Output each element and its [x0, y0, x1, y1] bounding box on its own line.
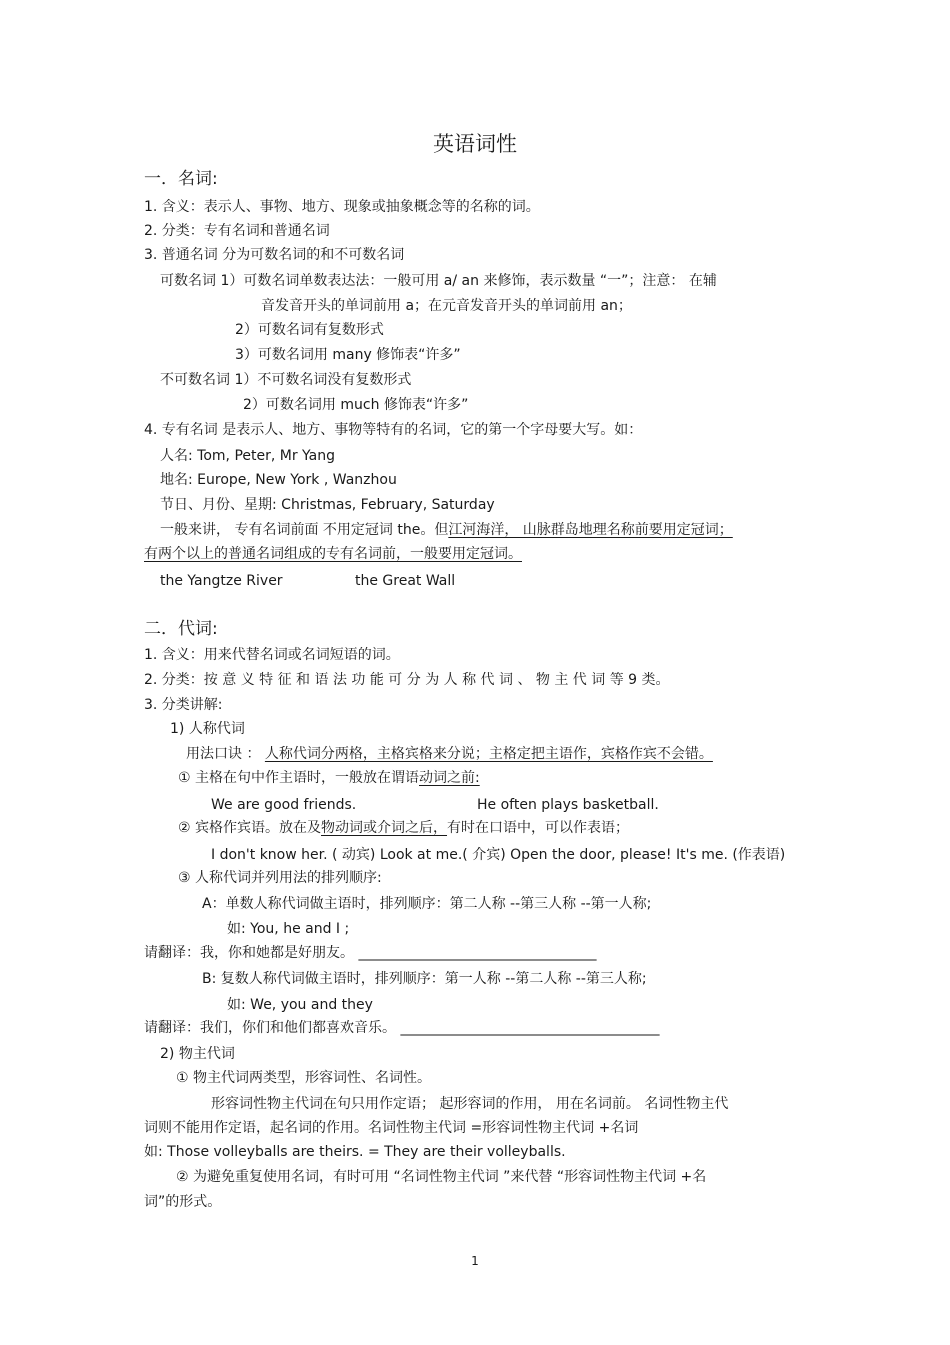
- plural-order-example: 如: We, you and they: [227, 997, 373, 1013]
- article-rule-continuation: 有两个以上的普通名词组成的专有名词前，一般要用定冠词。: [144, 546, 522, 562]
- proper-noun-intro: 4. 专有名词 是表示人、地方、事物等特有的名词，它的第一个字母要大写。如：: [144, 422, 643, 438]
- page-number: 1: [471, 1254, 479, 1268]
- common-noun-intro: 3. 普通名词 分为可数名词的和不可数名词: [144, 247, 405, 263]
- countable-noun-rule-2: 2）可数名词有复数形式: [235, 322, 384, 338]
- mnemonic-label: 用法口诀 ：: [186, 746, 261, 762]
- possessive-example: 如: Those volleyballs are theirs. = They are their volleyballs.: [144, 1144, 566, 1160]
- uncountable-noun-rule-2: 2）可数名词用 much 修饰表“许多”: [243, 397, 469, 413]
- objective-case-rule: [178, 819, 629, 837]
- possessive-explanation-2: 词则不能用作定语，起名词的作用。名词性物主代词 =形容词性物主代词 +名词: [144, 1120, 639, 1136]
- article-rule-underlined: 江河海洋， 山脉群岛地理名称前要用定冠词；: [448, 522, 733, 538]
- possessive-avoid-repetition: ② 为避免重复使用名词，有时可用 “名词性物主代词 ”来代替 “形容词性物主代词 +名: [176, 1169, 707, 1185]
- possessive-types: ① 物主代词两类型，形容词性、名词性。: [176, 1070, 431, 1086]
- pronoun-order-heading: ③ 人称代词并列用法的排列顺序:: [178, 870, 382, 886]
- objective-case-examples: I don't know her. ( 动宾) Look at me.( 介宾) Open the door, please! It's me. (作表语): [211, 847, 786, 863]
- example-place-names: 地名: Europe, New York , Wanzhou: [160, 472, 397, 488]
- pronoun-explanation-heading: 3. 分类讲解:: [144, 697, 223, 713]
- mnemonic-line: [186, 745, 713, 763]
- countable-noun-rule-3: 3）可数名词用 many 修饰表“许多”: [235, 347, 461, 363]
- noun-definition: 1. 含义：表示人、事物、地方、现象或抽象概念等的名称的词。: [144, 199, 540, 215]
- pronoun-definition: 1. 含义：用来代替名词或名词短语的词。: [144, 647, 400, 663]
- objective-case-text: ② 宾格作宾语。放在及: [178, 820, 322, 836]
- objective-case-underlined: 物动词或介词之后，: [321, 820, 448, 836]
- example-plays-basketball: He often plays basketball.: [477, 797, 659, 813]
- article-rule-line: [160, 521, 733, 539]
- noun-classification: 2. 分类：专有名词和普通名词: [144, 223, 330, 239]
- singular-order-rule: A：单数人称代词做主语时，排列顺序：第二人称 --第三人称 --第一人称;: [202, 896, 652, 912]
- mnemonic-text: 人称代词分两格，主格宾格来分说；主格定把主语作，宾格作宾不会错。: [264, 746, 713, 762]
- possessive-pronoun-heading: 2) 物主代词: [160, 1046, 235, 1062]
- example-holidays-months-days: 节日、月份、星期: Christmas, February, Saturday: [160, 497, 495, 513]
- possessive-avoid-repetition-cont: 词”的形式。: [144, 1194, 222, 1210]
- personal-pronoun-heading: 1) 人称代词: [170, 721, 245, 737]
- nominative-case-text: ① 主格在句中作主语时，一般放在谓语: [178, 770, 419, 786]
- page-title: 英语词性: [433, 132, 517, 156]
- objective-case-text-2: 有时在口语中，可以作表语；: [447, 820, 630, 836]
- nominative-case-rule: [178, 769, 480, 787]
- countable-noun-rule-1: 可数名词 1）可数名词单数表达法：一般可用 a/ an 来修饰，表示数量 “一”；注意： 在辅: [160, 273, 717, 289]
- example-great-wall: the Great Wall: [355, 573, 456, 589]
- section-heading-pronouns: 二．代词:: [144, 619, 218, 639]
- translation-exercise-2: 请翻译：我们，你们和他们都喜欢音乐。 _____________________________________: [144, 1020, 660, 1036]
- uncountable-noun-rule-1: 不可数名词 1）不可数名词没有复数形式: [160, 372, 412, 388]
- example-good-friends: We are good friends.: [211, 797, 357, 813]
- plural-order-rule: B: 复数人称代词做主语时，排列顺序：第一人称 --第二人称 --第三人称;: [202, 971, 647, 987]
- singular-order-example: 如: You, he and I ;: [227, 921, 350, 937]
- example-person-names: 人名: Tom, Peter, Mr Yang: [160, 448, 336, 464]
- example-yangtze-river: the Yangtze River: [160, 573, 283, 589]
- translation-exercise-1: 请翻译：我，你和她都是好朋友。 __________________________________: [144, 945, 597, 961]
- nominative-case-underlined: 动词之前:: [419, 770, 480, 786]
- possessive-explanation-1: 形容词性物主代词在句只用作定语； 起形容词的作用， 用在名词前。 名词性物主代: [211, 1096, 729, 1112]
- countable-noun-rule-1-cont: 音发音开头的单词前用 a；在元音发音开头的单词前用 an；: [261, 298, 632, 314]
- section-heading-nouns: 一．名词:: [144, 169, 218, 189]
- pronoun-classification: 2. 分类：按 意 义 特 征 和 语 法 功 能 可 分 为 人 称 代 词 、 物 主 代 词 等 9 类。: [144, 672, 670, 688]
- article-rule-text: 一般来讲， 专有名词前面 不用定冠词 the。但: [160, 522, 449, 538]
